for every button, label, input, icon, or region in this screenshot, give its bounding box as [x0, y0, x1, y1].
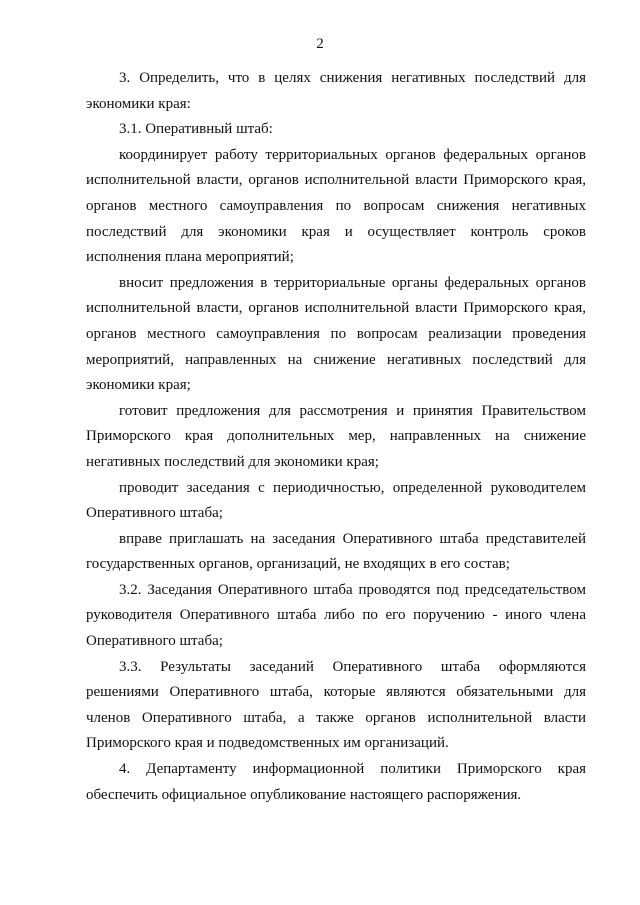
paragraph-item-3-1: 3.1. Оперативный штаб:: [119, 121, 273, 138]
paragraph-item-3-3: 3.3. Результаты заседаний Оперативного штаба оформляются решениями Оперативного штаба, которые являются обязательными для членов Оперативного штаба, а также органов исполнительной власти Приморского края и подведомственных им организаций.: [86, 658, 586, 752]
paragraph-holds-meetings: проводит заседания с периодичностью, определенной руководителем Оперативного штаба;: [86, 479, 586, 522]
paragraph-item-3: 3. Определить, что в целях снижения негативных последствий для экономики края:: [86, 70, 586, 112]
paragraph-prepares-proposals: готовит предложения для рассмотрения и принятия Правительством Приморского края дополнительных мер, направленных на снижение негативных последствий для экономики края;: [86, 402, 586, 470]
paragraph-item-4: 4. Департаменту информационной политики Приморского края обеспечить официальное опубликование настоящего распоряжения.: [86, 761, 586, 803]
paragraph-coordinates-work: координирует работу территориальных органов федеральных органов исполнительной власти, органов исполнительной власти Приморского края, органов местного самоуправления по вопросам снижения негативных последствий для экономики края и осуществляет контроль сроков исполнения плана мероприятий;: [86, 146, 586, 266]
paragraph-item-3-2: 3.2. Заседания Оперативного штаба проводятся под председательством руководителя Оперативного штаба либо по его поручению - иного члена Оперативного штаба;: [86, 581, 586, 650]
document-body: [86, 66, 586, 808]
paragraph-invites-representatives: вправе приглашать на заседания Оперативного штаба представителей государственных органов, организаций, не входящих в его состав;: [86, 530, 586, 573]
paragraph-submits-proposals: вносит предложения в территориальные органы федеральных органов исполнительной власти, органов исполнительной власти Приморского края, органов местного самоуправления по вопросам реализации проведения мероприятий, направленных на снижение негативных последствий для экономики края;: [86, 274, 586, 394]
page-number: 2: [316, 36, 324, 52]
